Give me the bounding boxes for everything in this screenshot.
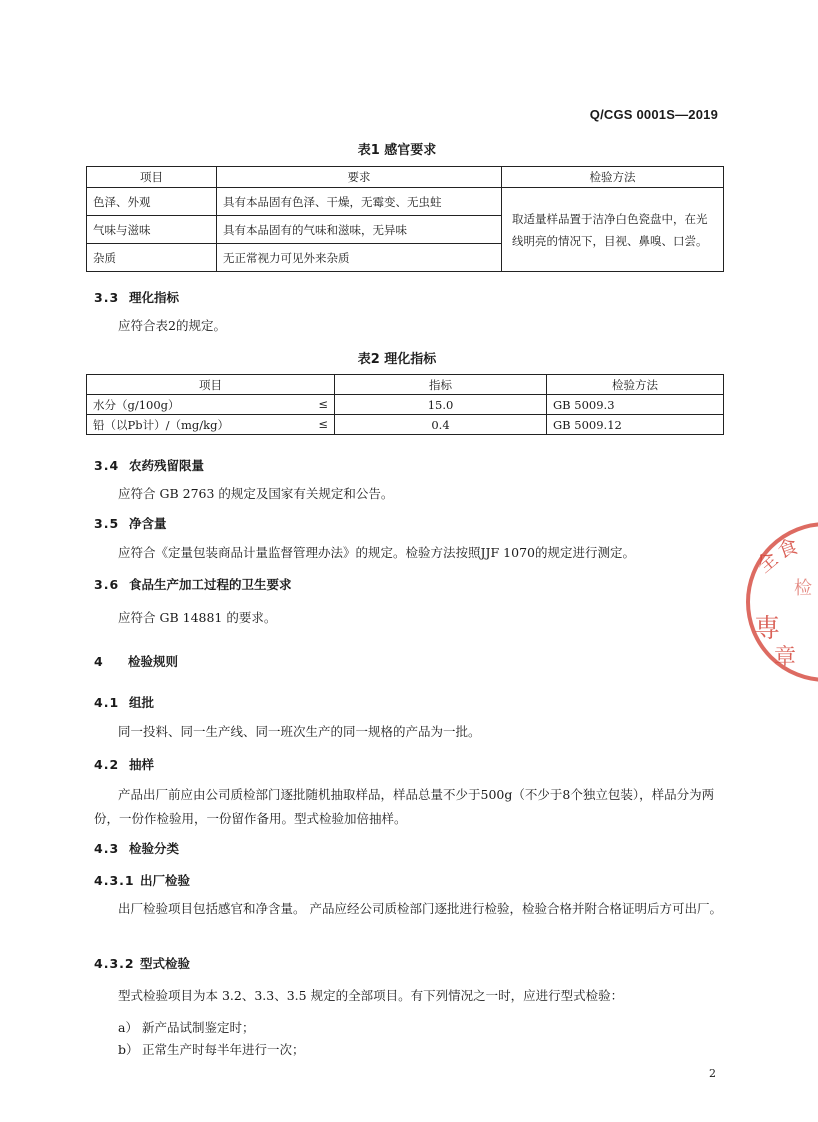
table-header-row [87,167,724,188]
section-title: 检验规则 [128,654,179,669]
section-title: 理化指标 [129,290,180,305]
table2-caption: 表2 理化指标 [357,352,437,367]
section-heading [94,514,167,532]
requirement-cell: 具有本品固有色泽、干燥，无霉变、无虫蛀 [217,188,502,216]
section-paragraph: 型式检验项目为本 3.2、3.3、3.5 规定的全部项目。有下列情况之一时，应进行型式检验： [118,988,624,1003]
section-paragraph: 产品出厂前应由公司质检部门逐批随机抽取样品，样品总量不少于500g（不少于8个独立包装），样品分为两份，一份作检验用，一份留作备用。型式检验加倍抽样。 [94,787,715,826]
table1-caption: 表1 感官要求 [357,143,437,158]
comparison-symbol: ≤ [318,416,328,431]
list-text: 正常生产时每半年进行一次； [142,1042,305,1057]
requirement-cell: 具有本品固有的气味和滋味，无异味 [217,216,502,244]
item-cell [87,415,335,435]
list-marker: a） [118,1020,138,1035]
table-row [87,415,724,435]
subsection-heading [94,871,190,889]
list-item [118,1018,255,1036]
header-cell: 要求 [217,167,502,188]
section-title: 食品生产加工过程的卫生要求 [129,577,292,592]
section-paragraph: 同一投料、同一生产线、同一班次生产的同一规格的产品为一批。 [118,724,481,739]
item-label: 水分（g/100g） [93,397,180,412]
table-header-row [87,375,724,395]
item-cell: 杂质 [87,244,217,272]
section-number: 4.3.2 [94,956,135,971]
comparison-symbol: ≤ [318,396,328,411]
standard-code: Q/CGS 0001S—2019 [589,107,718,122]
seal-graphic [744,512,818,692]
section-heading [94,839,179,857]
section-title: 抽样 [129,757,155,772]
item-cell: 气味与滋味 [87,216,217,244]
header-cell: 检验方法 [502,167,724,188]
section-heading [94,575,292,593]
table-row [87,395,724,415]
section-number: 3.4 [94,458,120,473]
seal-char: 食 [774,533,802,564]
method-cell: 取适量样品置于洁净白色瓷盘中，在光线明亮的情况下，目视、鼻嗅、口尝。 [502,188,724,272]
section-paragraph: 应符合 GB 14881 的要求。 [118,610,277,625]
section-title: 组批 [129,695,155,710]
item-cell: 色泽、外观 [87,188,217,216]
section-title: 检验分类 [129,841,180,856]
item-label: 铅（以Pb计）/（mg/kg） [93,417,229,432]
section-paragraph: 应符合 GB 2763 的规定及国家有关规定和公告。 [118,486,394,501]
official-seal-stamp [744,512,818,692]
section-number: 3.5 [94,516,120,531]
value-cell: 0.4 [335,415,547,435]
header-cell: 项目 [87,375,335,395]
method-cell: GB 5009.3 [547,395,724,415]
section-heading [94,693,154,711]
method-cell: GB 5009.12 [547,415,724,435]
section-number: 4.1 [94,695,120,710]
section-paragraph: 应符合《定量包装商品计量监督管理办法》的规定。检验方法按照JJF 1070的规定进行测定。 [118,545,635,560]
section-number: 4.3 [94,841,120,856]
section-heading [94,456,204,474]
header-cell: 指标 [335,375,547,395]
list-marker: b） [118,1042,139,1057]
section-number: 3.6 [94,577,120,592]
section-heading [94,755,154,773]
value-cell: 15.0 [335,395,547,415]
section-paragraph: 出厂检验项目包括感官和净含量。 产品应经公司质检部门逐批进行检验，检验合格并附合格证明后方可出厂。 [118,901,722,916]
chapter-heading [94,652,178,670]
requirement-cell: 无正常视力可见外来杂质 [217,244,502,272]
section-number: 3.3 [94,290,120,305]
header-cell: 项目 [87,167,217,188]
page-number: 2 [709,1067,716,1080]
item-cell [87,395,335,415]
list-text: 新产品试制鉴定时； [142,1020,255,1035]
section-heading [94,288,179,306]
table-row [87,188,724,216]
section-paragraph: 应符合表2的规定。 [118,318,226,333]
seal-char: 全 [751,546,783,578]
seal-char: 检 [794,578,812,599]
section-number: 4.2 [94,757,120,772]
seal-char: 専 [754,614,781,644]
section-title: 型式检验 [140,956,191,971]
sensory-requirements-table [86,166,724,272]
seal-char: 章 [774,645,797,670]
subsection-heading [94,954,190,972]
section-number: 4.3.1 [94,873,135,888]
list-item [118,1040,305,1058]
section-title: 出厂检验 [140,873,191,888]
section-title: 净含量 [129,516,167,531]
header-cell: 检验方法 [547,375,724,395]
section-number: 4 [94,654,104,669]
physicochemical-table [86,374,724,435]
section-title: 农药残留限量 [129,458,205,473]
